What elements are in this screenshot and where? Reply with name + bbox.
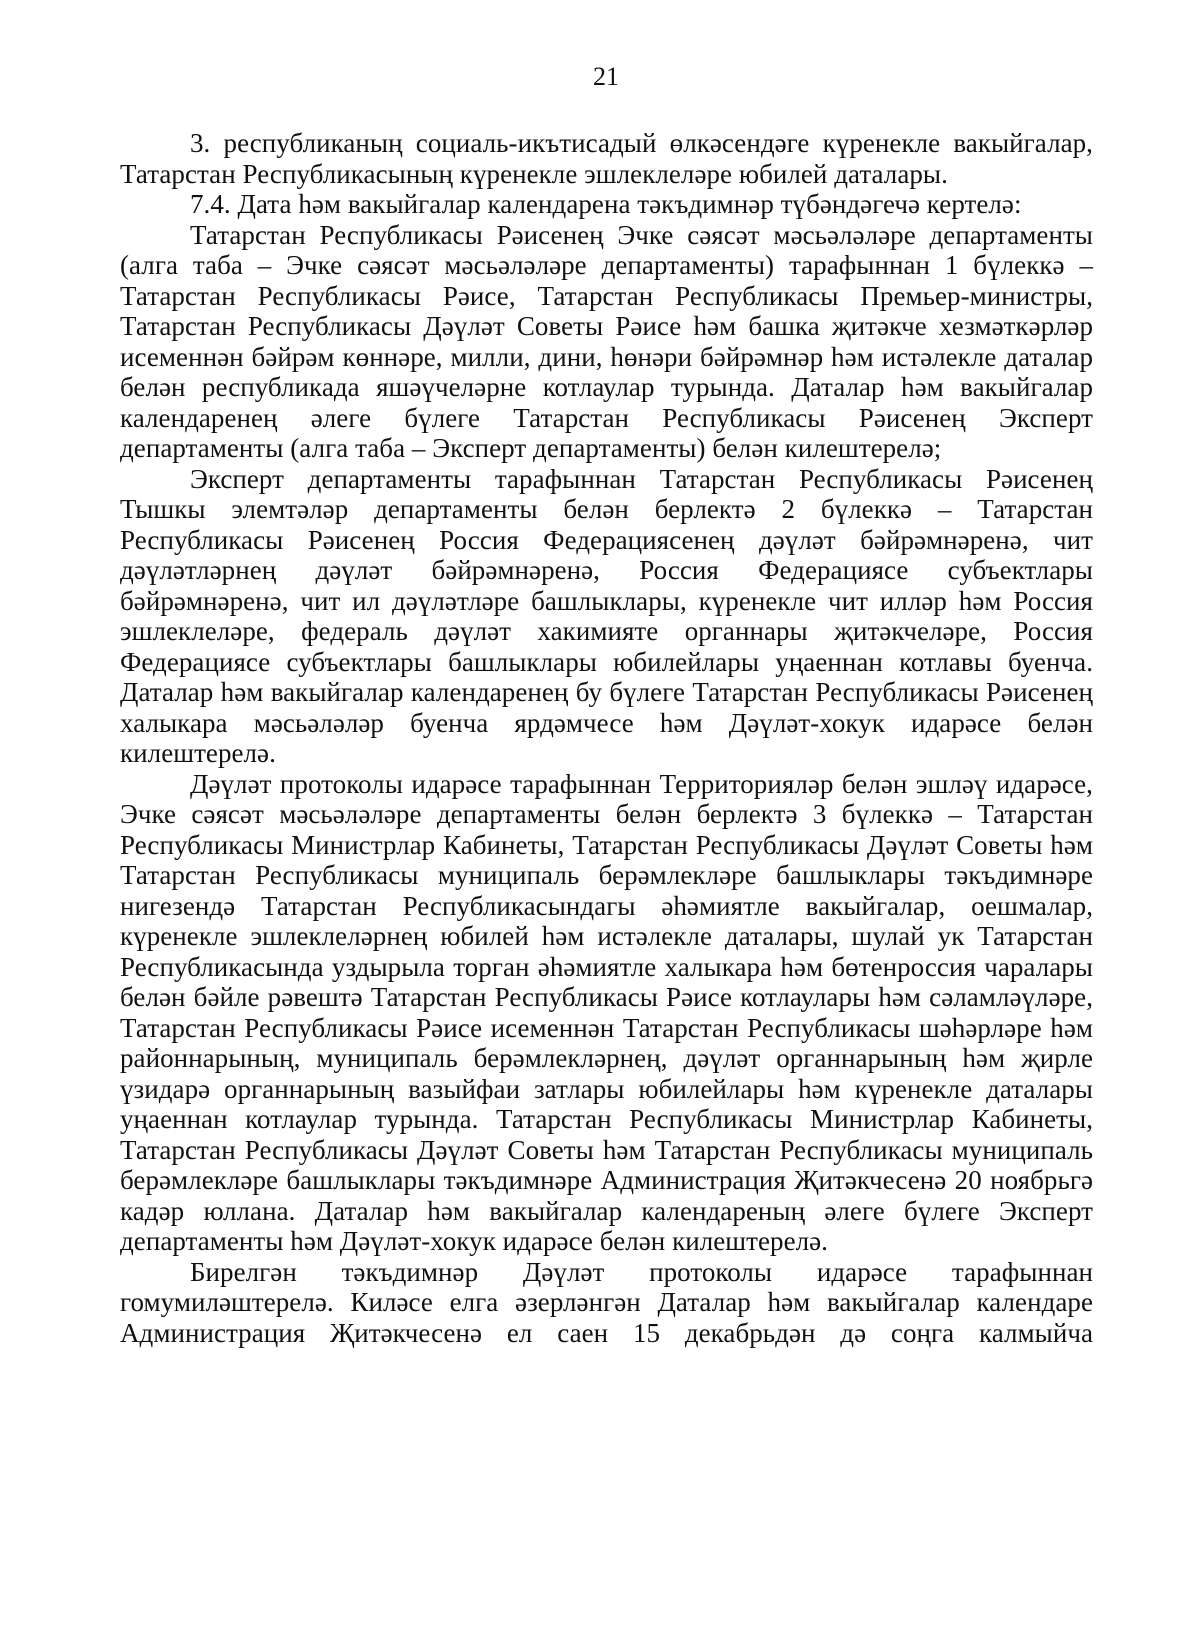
paragraph-submitted-proposals: Бирелгән тәкъдимнәр Дәүләт протоколы идарәсе тарафыннан гомумиләштерелә. Киләсе елга әзерләнгән Даталар һәм вакыйгалар календаре Администрация Җитәкчесенә ел саен 15 декабрьдән дә соңга калмыйча: [120, 1256, 1093, 1348]
document-body: [120, 128, 1093, 1348]
paragraph-section-7-4: 7.4. Дата һәм вакыйгалар календарена тәкъдимнәр түбәндәгечә кертелә:: [190, 189, 1022, 219]
paragraph-state-protocol-office: Дәүләт протоколы идарәсе тарафыннан Территорияләр белән эшләү идарәсе, Эчке сәясәт мәсьәләләре департаменты белән берлектә 3 бүлеккә – Татарстан Республикасы Министрлар Кабинеты, Татарстан Республикасы Дәүләт Советы һәм Татарстан Республикасы муниципаль берәмлекләре башлыклары тәкъдимнәре нигезендә Татарстан Республикасындагы әһәмиятле вакыйгалар, оешмалар, күренекле эшлеклеләрнең юбилей һәм истәлекле даталары, шулай ук Татарстан Республикасында уздырыла торган әһәмиятле халыкара һәм бөтенроссия чаралары белән бәйле рәвештә Татарстан Республикасы Рәисе котлаулары һәм сәламләүләре, Татарстан Республикасы Рәисе исеменнән Татарстан Республикасы шәһәрләре һәм районнарының, муниципаль берәмлекләрнең, дәүләт органнарының һәм җирле үзидарә органнарының вазыйфаи затлары юбилейлары һәм күренекле даталары уңаеннан котлаулар турында. Татарстан Республикасы Министрлар Кабинеты, Татарстан Республикасы Дәүләт Советы һәм Татарстан Республикасы муниципаль берәмлекләре башлыклары тәкъдимнәре Администрация Җитәкчесенә 20 ноябрьгә кадәр юллана. Даталар һәм вакыйгалар календареның әлеге бүлеге Эксперт департаменты һәм Дәүләт-хокук идарәсе белән килештерелә.: [120, 768, 1093, 1256]
page-number: 21: [593, 62, 619, 91]
paragraph-item-3: 3. республиканың социаль-икътисадый өлкәсендәге күренекле вакыйгалар, Татарстан Республикасының күренекле эшлеклеләре юбилей даталары.: [120, 128, 1093, 189]
paragraph-internal-policy-department: Татарстан Республикасы Рәисенең Эчке сәясәт мәсьәләләре департаменты (алга таба – Эчке сәясәт мәсьәләләре департаменты) тарафыннан 1 бүлеккә – Татарстан Республикасы Рәисе, Татарстан Республикасы Премьер-министры, Татарстан Республикасы Дәүләт Советы Рәисе һәм башка җитәкче хезмәткәрләр исеменнән бәйрәм көннәре, милли, дини, һөнәри бәйрәмнәр һәм истәлекле даталар белән республикада яшәүчеләрне котлаулар турында. Даталар һәм вакыйгалар календаренең әлеге бүлеге Татарстан Республикасы Рәисенең Эксперт департаменты (алга таба – Эксперт департаменты) белән килештерелә;: [120, 219, 1093, 463]
paragraph-expert-department: Эксперт департаменты тарафыннан Татарстан Республикасы Рәисенең Тышкы элемтәләр департаменты белән берлектә 2 бүлеккә – Татарстан Республикасы Рәисенең Россия Федерациясенең дәүләт бәйрәмнәренә, чит дәүләтләрнең дәүләт бәйрәмнәренә, Россия Федерациясе субъектлары бәйрәмнәренә, чит ил дәүләтләре башлыклары, күренекле чит илләр һәм Россия эшлеклеләре, федераль дәүләт хакимияте органнары җитәкчеләре, Россия Федерациясе субъектлары башлыклары юбилейлары уңаеннан котлавы буенча. Даталар һәм вакыйгалар календаренең бу бүлеге Татарстан Республикасы Рәисенең халыкара мәсьәләләр буенча ярдәмчесе һәм Дәүләт-хокук идарәсе белән килештерелә.: [120, 463, 1093, 768]
